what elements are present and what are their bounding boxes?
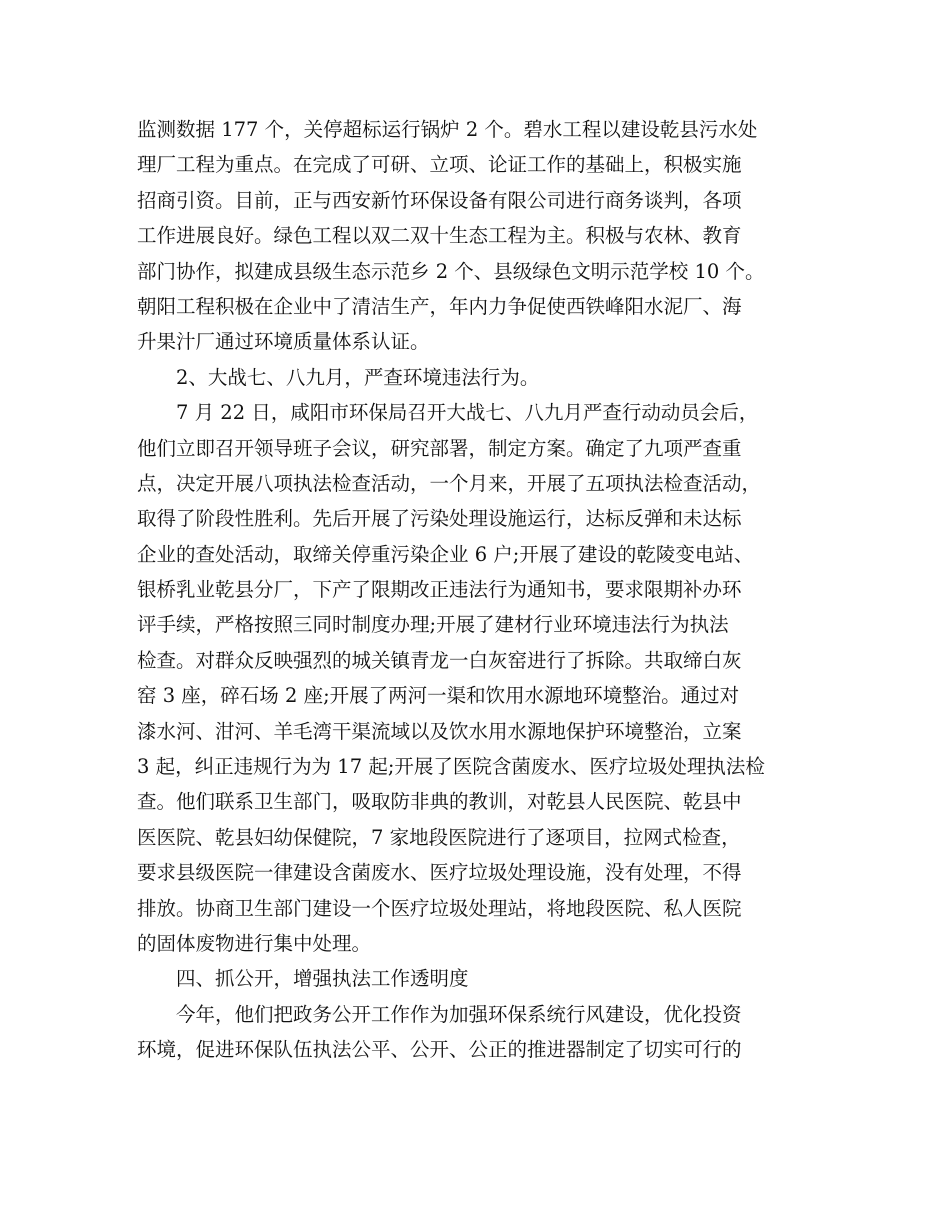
text-line: 窑 3 座，碎石场 2 座;开展了两河一渠和饮用水源地环境整治。通过对: [137, 684, 740, 708]
text-line: 取得了阶段性胜利。先后开展了污染处理设施运行，达标反弹和未达标: [137, 507, 742, 531]
text-line: 点，决定开展八项执法检查活动，一个月来，开展了五项执法检查活动，: [137, 471, 762, 495]
text-line: 评手续，严格按照三同时制度办理;开展了建材行业环境违法行为执法: [137, 613, 729, 637]
text-line: 3 起，纠正违规行为为 17 起;开展了医院含菌废水、医疗垃圾处理执法检: [137, 755, 765, 779]
text-line: 漆水河、泔河、羊毛湾干渠流域以及饮水用水源地保护环境整治，立案: [137, 719, 742, 743]
text-line: 他们立即召开领导班子会议，研究部署，制定方案。确定了九项严查重: [137, 436, 742, 460]
text-line: 要求县级医院一律建设含菌废水、医疗垃圾处理设施，没有处理，不得: [137, 861, 742, 885]
text-line: 企业的查处活动，取缔关停重污染企业 6 户;开展了建设的乾陵变电站、: [137, 542, 754, 566]
text-line: 排放。协商卫生部门建设一个医疗垃圾处理站，将地段医院、私人医院: [137, 896, 742, 920]
text-line: 环境，促进环保队伍执法公平、公开、公正的推进器制定了切实可行的: [137, 1038, 742, 1062]
text-line: 部门协作，拟建成县级生态示范乡 2 个、县级绿色文明示范学校 10 个。: [137, 259, 765, 283]
text-line: 的固体废物进行集中处理。: [137, 931, 372, 955]
text-line: 监测数据 177 个，关停超标运行锅炉 2 个。碧水工程以建设乾县污水处: [137, 118, 758, 141]
text-line: 四、抓公开，增强执法工作透明度: [137, 967, 469, 991]
text-line: 理厂工程为重点。在完成了可研、立项、论证工作的基础上，积极实施: [137, 153, 742, 177]
text-line: 今年，他们把政务公开工作作为加强环保系统行风建设，优化投资: [137, 1002, 742, 1026]
text-line: 银桥乳业乾县分厂，下产了限期改正违法行为通知书，要求限期补办环: [137, 578, 742, 602]
body-text: [137, 112, 827, 1068]
text-line: 2、大战七、八九月，严查环境违法行为。: [137, 365, 540, 389]
text-line: 朝阳工程积极在企业中了清洁生产，年内力争促使西铁峰阳水泥厂、海: [137, 294, 742, 318]
text-line: 招商引资。目前，正与西安新竹环保设备有限公司进行商务谈判，各项: [137, 188, 742, 212]
text-line: 7 月 22 日，咸阳市环保局召开大战七、八九月严查行动动员会后，: [137, 401, 759, 425]
text-line: 升果汁厂通过环境质量体系认证。: [137, 330, 430, 354]
text-line: 检查。对群众反映强烈的城关镇青龙一白灰窑进行了拆除。共取缔白灰: [137, 648, 742, 672]
text-line: 医医院、乾县妇幼保健院，7 家地段医院进行了逐项目，拉网式检查，: [137, 825, 741, 849]
text-line: 工作进展良好。绿色工程以双二双十生态工程为主。积极与农林、教育: [137, 224, 742, 248]
text-line: 查。他们联系卫生部门，吸取防非典的教训，对乾县人民医院、乾县中: [137, 790, 742, 814]
